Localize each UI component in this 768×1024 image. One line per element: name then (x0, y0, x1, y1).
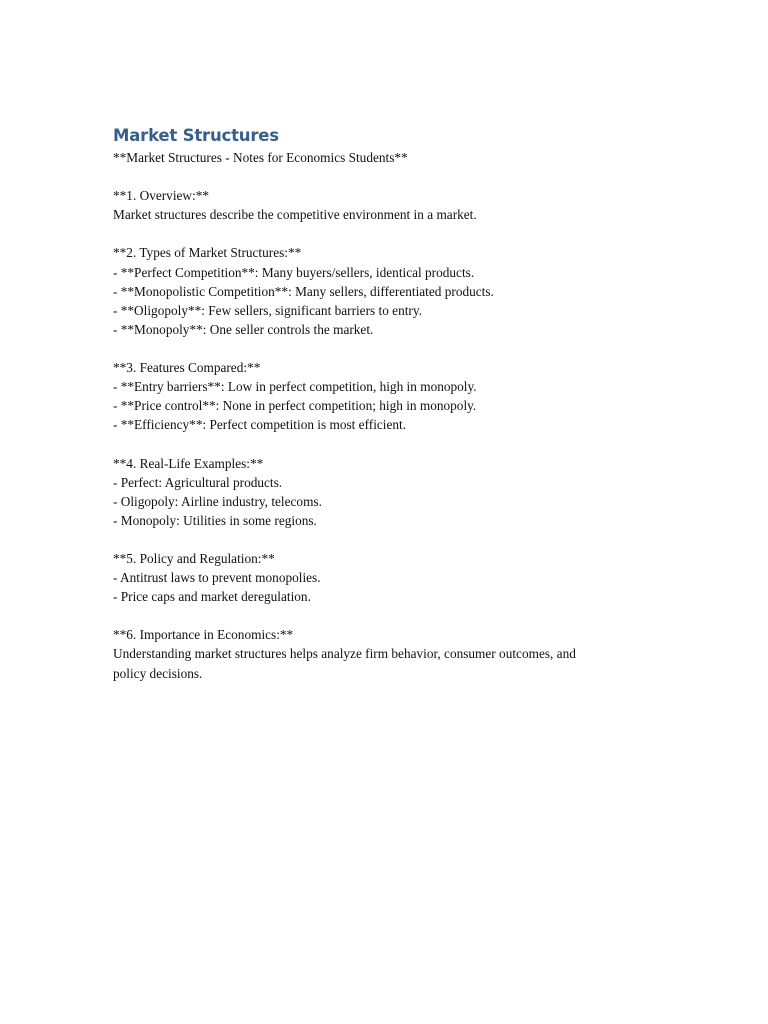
blank-line (113, 339, 653, 358)
blank-line (113, 167, 653, 186)
section-heading: **3. Features Compared:** (113, 360, 261, 376)
blank-line (113, 530, 653, 549)
text-line: policy decisions. (113, 665, 203, 681)
list-item: - **Entry barriers**: Low in perfect competition, high in monopoly. (113, 379, 477, 395)
list-item: - **Monopoly**: One seller controls the market. (113, 321, 374, 337)
blank-line (113, 224, 653, 243)
list-item: - **Perfect Competition**: Many buyers/sellers, identical products. (113, 264, 475, 280)
blank-line (113, 606, 653, 625)
list-item: - **Price control**: None in perfect competition; high in monopoly. (113, 398, 477, 414)
section-heading: **5. Policy and Regulation:** (113, 550, 275, 566)
list-item: - **Monopolistic Competition**: Many sellers, differentiated products. (113, 283, 494, 299)
list-item: - Perfect: Agricultural products. (113, 474, 283, 490)
section-heading: **4. Real-Life Examples:** (113, 455, 264, 471)
list-item: - Price caps and market deregulation. (113, 589, 311, 605)
list-item: - Oligopoly: Airline industry, telecoms. (113, 493, 322, 509)
text-line: **Market Structures - Notes for Economics Students** (113, 150, 408, 165)
section-heading: **1. Overview:** (113, 188, 210, 204)
document-content (113, 124, 653, 683)
list-item: - **Efficiency**: Perfect competition is most efficient. (113, 417, 407, 433)
section-heading: **2. Types of Market Structures:** (113, 245, 302, 261)
blank-line (113, 434, 653, 453)
text-line: Understanding market structures helps analyze firm behavior, consumer outcomes, and (113, 646, 576, 662)
text-line: Market structures describe the competitive environment in a market. (113, 207, 477, 223)
document-title: Market Structures (113, 126, 279, 145)
list-item: - Monopoly: Utilities in some regions. (113, 512, 317, 528)
document-body (113, 148, 653, 683)
section-heading: **6. Importance in Economics:** (113, 627, 294, 643)
list-item: - **Oligopoly**: Few sellers, significant barriers to entry. (113, 302, 422, 318)
list-item: - Antitrust laws to prevent monopolies. (113, 570, 321, 586)
